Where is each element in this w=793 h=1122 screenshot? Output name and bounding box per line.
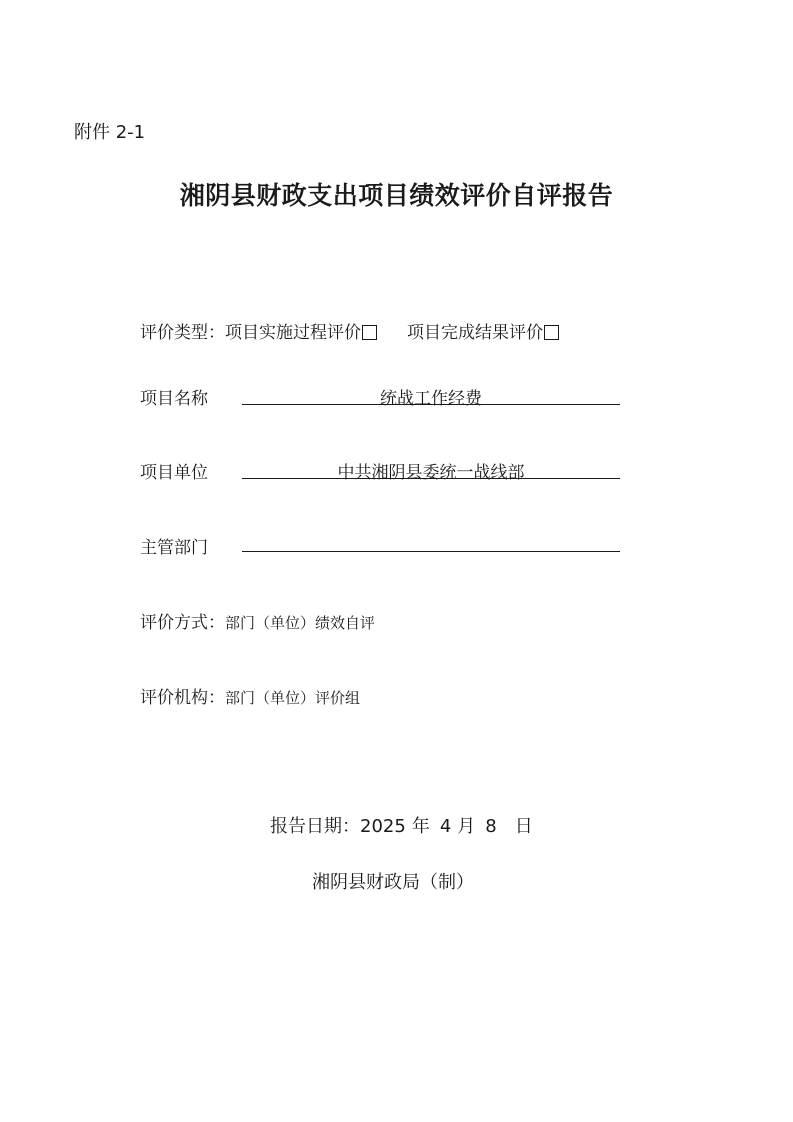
- project-unit-label: 项目单位: [140, 463, 208, 483]
- report-date-year-unit: 年: [411, 816, 430, 837]
- issuer-label: 湘阴县财政局（制）: [312, 872, 474, 893]
- option-process-evaluation-label: 项目实施过程评价: [225, 323, 361, 343]
- project-unit-value: 中共湘阴县委统一战线部: [337, 463, 525, 483]
- evaluation-method-label: 评价方式：: [140, 613, 225, 633]
- evaluation-org-label: 评价机构：: [140, 688, 225, 708]
- attachment-label: 附件 2-1: [74, 122, 146, 143]
- report-date-label: 报告日期：: [270, 816, 360, 837]
- project-name-label: 项目名称: [140, 389, 208, 409]
- report-date-month: 4: [439, 816, 452, 837]
- report-date-month-unit: 月: [457, 816, 476, 837]
- report-date-day: 8: [485, 816, 497, 837]
- supervising-dept-label: 主管部门: [140, 538, 208, 558]
- evaluation-type-row: [140, 318, 559, 343]
- evaluation-org-row: [140, 683, 360, 708]
- page-title: 湘阴县财政支出项目绩效评价自评报告: [179, 181, 614, 210]
- option-process-evaluation-checkbox[interactable]: [362, 325, 377, 340]
- project-unit-underline: [242, 478, 620, 479]
- supervising-dept-underline: [242, 551, 620, 552]
- report-date-row: [270, 812, 533, 838]
- report-date-year: 2025: [360, 816, 406, 837]
- option-result-evaluation-checkbox[interactable]: [544, 325, 559, 340]
- report-date-day-unit: 日: [514, 816, 533, 837]
- project-name-value: 统战工作经费: [380, 389, 482, 409]
- evaluation-org-value: 部门（单位）评价组: [225, 689, 361, 707]
- project-name-underline: [242, 404, 620, 405]
- option-result-evaluation-label: 项目完成结果评价: [407, 323, 543, 343]
- evaluation-method-value: 部门（单位）绩效自评: [225, 614, 376, 632]
- evaluation-type-label: 评价类型：: [140, 323, 225, 343]
- evaluation-method-row: [140, 608, 375, 633]
